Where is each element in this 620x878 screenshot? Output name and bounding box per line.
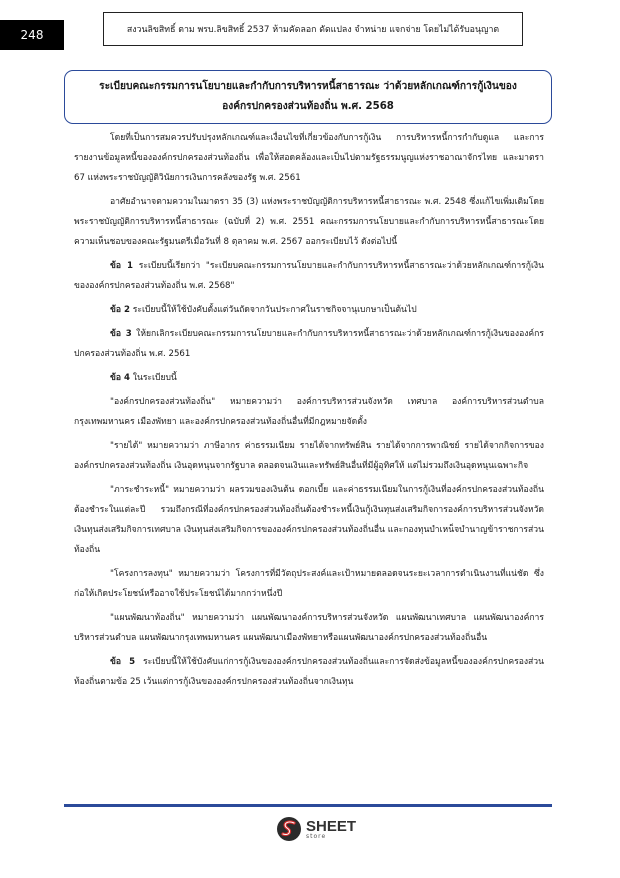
clause-2-text: ระเบียบนี้ให้ใช้บังคับตั้งแต่วันถัดจากวันประกาศในราชกิจจานุเบกษาเป็นต้นไป bbox=[130, 305, 417, 315]
document-body bbox=[74, 128, 544, 790]
copyright-notice bbox=[103, 12, 523, 46]
clause-1-text: ระเบียบนี้เรียกว่า "ระเบียบคณะกรรมการนโยบายและกำกับการบริหารหนี้สาธารณะว่าด้วยหลักเกณฑ์การกู้เงินขององค์กรปกครองส่วนท้องถิ่น พ.ศ. 2568" bbox=[74, 261, 544, 291]
authority-paragraph: อาศัยอำนาจตามความในมาตรา 35 (3) แห่งพระราชบัญญัติการบริหารหนี้สาธารณะ พ.ศ. 2548 ซึ่งแก้ไขเพิ่มเติมโดยพระราชบัญญัติการบริหารหนี้สาธารณะ (ฉบับที่ 2) พ.ศ. 2551 คณะกรรมการนโยบายและกำกับการบริหารหนี้สาธารณะโดยความเห็นชอบของคณะรัฐมนตรีเมื่อวันที่ 8 ตุลาคม พ.ศ. 2567 ออกระเบียบไว้ ดังต่อไปนี้ bbox=[74, 197, 544, 247]
footer-divider bbox=[64, 804, 552, 807]
page-number-text: 248 bbox=[20, 28, 44, 42]
document-title bbox=[64, 70, 552, 124]
sheet-store-logo bbox=[276, 814, 356, 844]
definition-investment-project: "โครงการลงทุน" หมายความว่า โครงการที่มีวัตถุประสงค์และเป้าหมายตลอดจนระยะเวลาการดำเนินงานที่แน่ชัด ซึ่งก่อให้เกิดประโยชน์หรืออาจใช้ประโยชน์ได้มากกว่าหนึ่งปี bbox=[74, 569, 544, 599]
clause-2-label: ข้อ 2 bbox=[110, 305, 131, 315]
copyright-notice-text: สงวนลิขสิทธิ์ ตาม พรบ.ลิขสิทธิ์ 2537 ห้ามคัดลอก ดัดแปลง จำหน่าย แจกจ่าย โดยไม่ได้รับอนุญาต bbox=[126, 25, 500, 35]
title-line-2: องค์กรปกครองส่วนท้องถิ่น พ.ศ. 2568 bbox=[222, 101, 394, 112]
title-line-1: ระเบียบคณะกรรมการนโยบายและกำกับการบริหารหนี้สาธารณะ ว่าด้วยหลักเกณฑ์การกู้เงินของ bbox=[99, 81, 517, 92]
clause-1 bbox=[74, 256, 544, 296]
definition-local-org: "องค์กรปกครองส่วนท้องถิ่น" หมายความว่า องค์การบริหารส่วนจังหวัด เทศบาล องค์การบริหารส่วนตำบล กรุงเทพมหานคร เมืองพัทยา และองค์กรปกครองส่วนท้องถิ่นอื่นที่มีกฎหมายจัดตั้ง bbox=[74, 397, 544, 427]
clause-1-label: ข้อ 1 bbox=[110, 261, 133, 271]
clause-3-label: ข้อ 3 bbox=[110, 329, 132, 339]
clause-4-text: ในระเบียบนี้ bbox=[130, 373, 177, 383]
clause-4-label: ข้อ 4 bbox=[110, 373, 131, 383]
definition-revenue: "รายได้" หมายความว่า ภาษีอากร ค่าธรรมเนียม รายได้จากทรัพย์สิน รายได้จากการพาณิชย์ รายได้จากกิจการขององค์กรปกครองส่วนท้องถิ่น เงินอุดหนุนจากรัฐบาล ตลอดจนเงินและทรัพย์สินอื่นที่มีผู้อุทิศให้ แต่ไม่รวมถึงเงินอุดหนุนเฉพาะกิจ bbox=[74, 441, 544, 471]
clause-3-text: ให้ยกเลิกระเบียบคณะกรรมการนโยบายและกำกับการบริหารหนี้สาธารณะว่าด้วยหลักเกณฑ์การกู้เงินขององค์กรปกครองส่วนท้องถิ่น พ.ศ. 2561 bbox=[74, 329, 544, 359]
clause-3 bbox=[74, 324, 544, 364]
clause-5-text: ระเบียบนี้ให้ใช้บังคับแก่การกู้เงินขององค์กรปกครองส่วนท้องถิ่นและการจัดส่งข้อมูลหนี้ขององค์กรปกครองส่วนท้องถิ่นตามข้อ 25 เว้นแต่การกู้เงินขององค์กรปกครองส่วนท้องถิ่นจากเงินทุน bbox=[74, 657, 544, 687]
preamble-paragraph: โดยที่เป็นการสมควรปรับปรุงหลักเกณฑ์และเงื่อนไขที่เกี่ยวข้องกับการกู้เงิน การบริหารหนี้การกำกับดูแล และการรายงานข้อมูลหนี้ขององค์กรปกครองส่วนท้องถิ่น เพื่อให้สอดคล้องและเป็นไปตามรัฐธรรมนูญแห่งราชอาณาจักรไทย และมาตรา 67 แห่งพระราชบัญญัติวินัยการเงินการคลังของรัฐ พ.ศ. 2561 bbox=[74, 133, 544, 183]
clause-2 bbox=[74, 300, 544, 320]
definition-debt-service: "ภาระชำระหนี้" หมายความว่า ผลรวมของเงินต้น ดอกเบี้ย และค่าธรรมเนียมในการกู้เงินที่องค์กรปกครองส่วนท้องถิ่นต้องชำระในแต่ละปี รวมถึงกรณีที่องค์กรปกครองส่วนท้องถิ่นต้องชำระหนี้เงินกู้เงินทุนส่งเสริมกิจการองค์การบริหารส่วนจังหวัด เงินทุนส่งเสริมกิจการเทศบาล เงินทุนส่งเสริมกิจการขององค์กรปกครองส่วนท้องถิ่นอื่น และกองทุนบำเหน็จบำนาญข้าราชการส่วนท้องถิ่น bbox=[74, 485, 544, 555]
clause-4 bbox=[74, 368, 544, 388]
clause-5-label: ข้อ 5 bbox=[110, 657, 136, 667]
page-number bbox=[0, 20, 64, 50]
logo-wordmark: SHEET bbox=[306, 817, 357, 835]
definition-local-plan: "แผนพัฒนาท้องถิ่น" หมายความว่า แผนพัฒนาองค์การบริหารส่วนจังหวัด แผนพัฒนาเทศบาล แผนพัฒนาองค์การบริหารส่วนตำบล แผนพัฒนากรุงเทพมหานคร แผนพัฒนาเมืองพัทยาหรือแผนพัฒนาองค์กรปกครองส่วนท้องถิ่นอื่น bbox=[74, 613, 544, 643]
logo-subtext: store bbox=[306, 832, 327, 840]
clause-5 bbox=[74, 652, 544, 692]
sheet-logo-icon bbox=[276, 816, 302, 842]
